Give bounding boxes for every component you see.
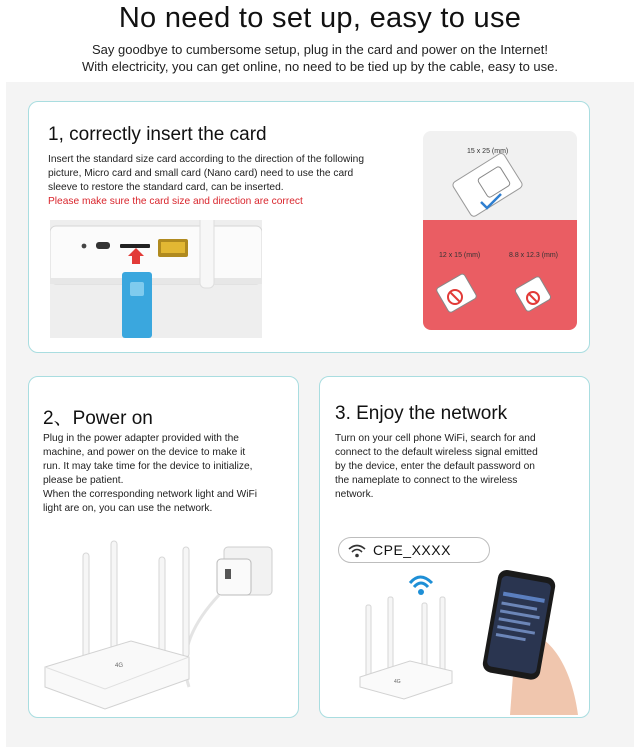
step-3-line: connect to the default wireless signal emitted <box>335 447 538 458</box>
standard-size-label: 15 x 25 (mm) <box>467 148 509 155</box>
step-1-line: Insert the standard size card according to the direction of the following <box>48 154 364 165</box>
step-1-card <box>28 101 590 353</box>
step-3-line: Turn on your cell phone WiFi, search for and <box>335 433 536 444</box>
step-3-card <box>319 376 590 718</box>
step-2-title: 2、Power on <box>43 408 153 429</box>
router-phone-photo <box>340 565 585 715</box>
step-3-title: 3. Enjoy the network <box>335 403 508 424</box>
wifi-network-entry[interactable] <box>338 537 490 563</box>
step-1-title: 1, correctly insert the card <box>48 124 267 145</box>
svg-text:4G: 4G <box>115 663 124 669</box>
step-2-line: light are on, you can use the network. <box>43 503 213 514</box>
wifi-ssid: CPE_XXXX <box>373 542 451 558</box>
step-1-line: sleeve to restore the standard card, can be inserted. <box>48 182 284 193</box>
intro-line-1: Say goodbye to cumbersome setup, plug in the card and power on the Internet! <box>91 42 548 57</box>
page-headline: No need to set up, easy to use <box>118 2 522 34</box>
step-1-line: picture, Micro card and small card (Nano card) need to use the card <box>48 168 354 179</box>
router-power-photo <box>39 537 294 712</box>
step-2-card <box>28 376 299 718</box>
step-3-line: by the device, enter the default password on <box>335 461 535 472</box>
step-3-text <box>335 432 585 502</box>
micro-size-label: 12 x 15 (mm) <box>439 252 481 259</box>
step-2-line: machine, and power on the device to make it <box>43 447 246 458</box>
step-2-line: Plug in the power adapter provided with the <box>43 433 239 444</box>
step-1-text <box>48 153 418 209</box>
svg-text:4G: 4G <box>394 679 401 685</box>
step-1-warning: Please make sure the card size and direction are correct <box>48 196 303 207</box>
step-3-line: the nameplate to connect to the wireless <box>335 475 518 486</box>
step-3-line: network. <box>335 489 374 500</box>
nano-size-label: 8.8 x 12.3 (mm) <box>509 252 559 259</box>
step-2-line: please be patient. <box>43 475 124 486</box>
sim-slot-photo <box>50 220 262 338</box>
wifi-icon <box>410 577 432 595</box>
intro-line-2: With electricity, you can get online, no need to be tied up by the cable, easy to use. <box>82 59 558 74</box>
wifi-icon <box>348 544 366 558</box>
sim-size-panel <box>423 131 577 330</box>
step-2-line: run. It may take time for the device to initialize, <box>43 461 253 472</box>
sim-size-drawings <box>423 131 577 330</box>
step-2-line: When the corresponding network light and WiFi <box>43 489 258 500</box>
step-2-text <box>43 432 293 516</box>
